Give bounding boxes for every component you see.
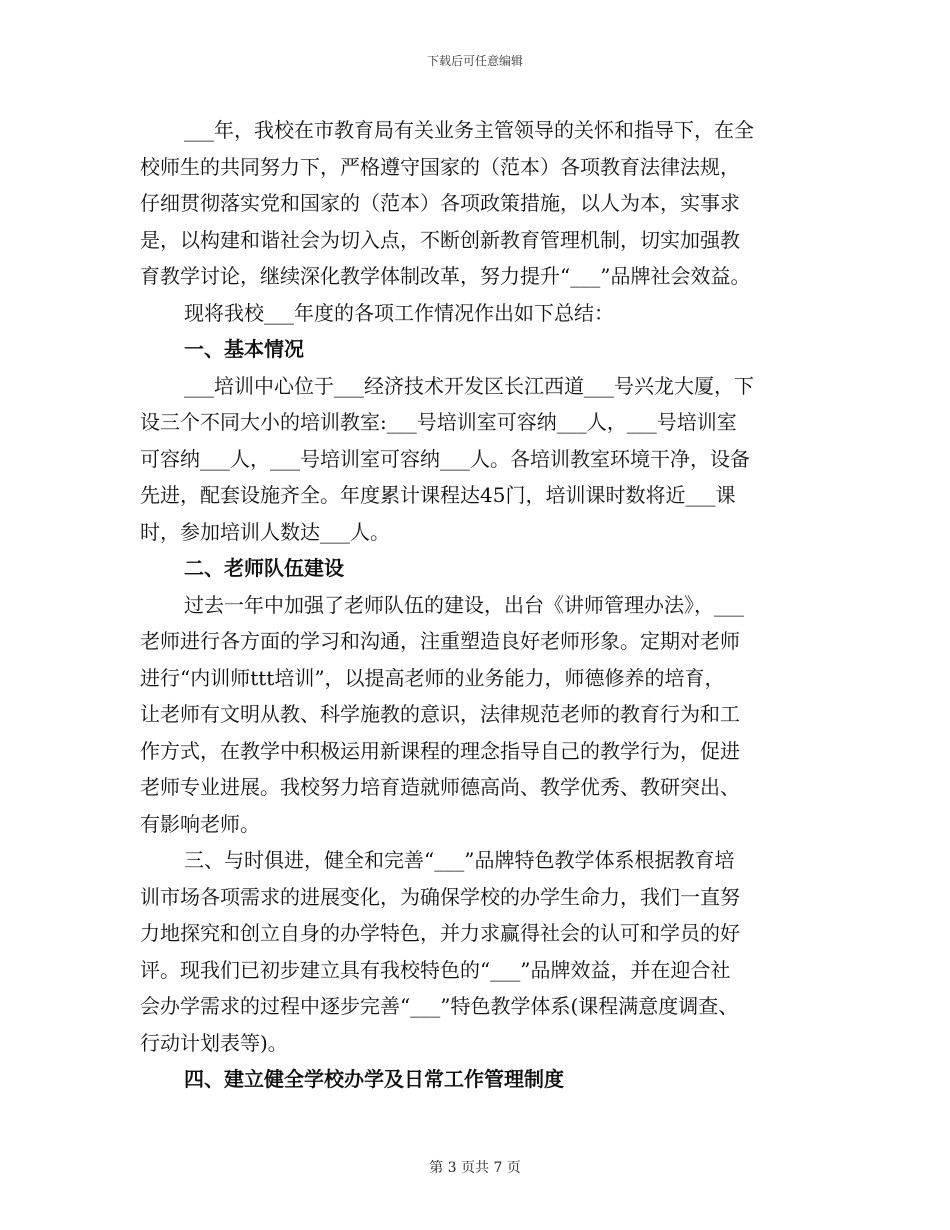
paragraph-line: 训市场各项需求的进展变化，为确保学校的办学生命力，我们一直努: [140, 884, 740, 909]
paragraph-line: 现将我校___年度的各项工作情况作出如下总结：: [184, 300, 614, 325]
paragraph-line: 作方式，在教学中积极运用新课程的理念指导自己的教学行为，促进: [140, 738, 740, 763]
paragraph-line: 可容纳___人，___号培训室可容纳___人。各培训教室环境干净，设备: [140, 446, 750, 471]
paragraph-line: 三、与时俱进，健全和完善“___”品牌特色教学体系根据教育培: [184, 848, 735, 872]
paragraph-line: 让老师有文明从教、科学施教的意识，法律规范老师的教育行为和工: [140, 702, 740, 726]
paragraph-line: 先进，配套设施齐全。年度累计课程达45门，培训课时数将近___课: [140, 483, 736, 507]
paragraph-line: 行动计划表等)。: [140, 1030, 288, 1055]
page-header: 下载后可任意编辑: [426, 54, 523, 68]
paragraph-line: ___培训中心位于___经济技术开发区长江西道___号兴龙大厦，下: [184, 373, 754, 398]
paragraph-line: 仔细贯彻落实党和国家的（范本）各项政策措施，以人为本，实事求: [140, 191, 740, 215]
paragraph-line: 育教学讨论，继续深化教学体制改革，努力提升“___”品牌社会效益。: [140, 264, 751, 288]
paragraph-line: 过去一年中加强了老师队伍的建设，出台《讲师管理办法》，___: [184, 592, 744, 617]
paragraph-line: 评。现我们已初步建立具有我校特色的“___”品牌效益，并在迎合社: [140, 957, 731, 982]
paragraph-line: 时，参加培训人数达___人。: [140, 519, 390, 544]
paragraph-line: 校师生的共同努力下，严格遵守国家的（范本）各项教育法律法规，: [140, 154, 740, 179]
paragraph-line: ___年，我校在市教育局有关业务主管领导的关怀和指导下，在全: [184, 118, 754, 142]
paragraph-line: 进行“内训师ttt培训”，以提高老师的业务能力，师德修养的培育，: [140, 665, 725, 690]
paragraph-line: 力地探究和创立自身的办学特色，并力求赢得社会的认可和学员的好: [140, 921, 740, 945]
section-heading: 二、老师队伍建设: [184, 556, 344, 580]
paragraph-line: 有影响老师。: [140, 811, 260, 836]
section-heading: 一、基本情况: [184, 337, 304, 361]
paragraph-line: 会办学需求的过程中逐步完善“___”特色教学体系(课程满意度调查、: [140, 994, 739, 1018]
page-footer: 第 3 页共 7 页: [429, 1160, 521, 1176]
paragraph-line: 是，以构建和谐社会为切入点，不断创新教育管理机制，切实加强教: [140, 227, 740, 252]
section-heading: 四、建立健全学校办学及日常工作管理制度: [184, 1067, 564, 1091]
paragraph-line: 老师专业进展。我校努力培育造就师德高尚、教学优秀、教研突出、: [140, 775, 740, 799]
paragraph-line: 设三个不同大小的培训教室:___号培训室可容纳___人，___号培训室: [140, 410, 737, 434]
paragraph-line: 老师进行各方面的学习和沟通，注重塑造良好老师形象。定期对老师: [140, 629, 740, 653]
document-body: [140, 112, 820, 1098]
